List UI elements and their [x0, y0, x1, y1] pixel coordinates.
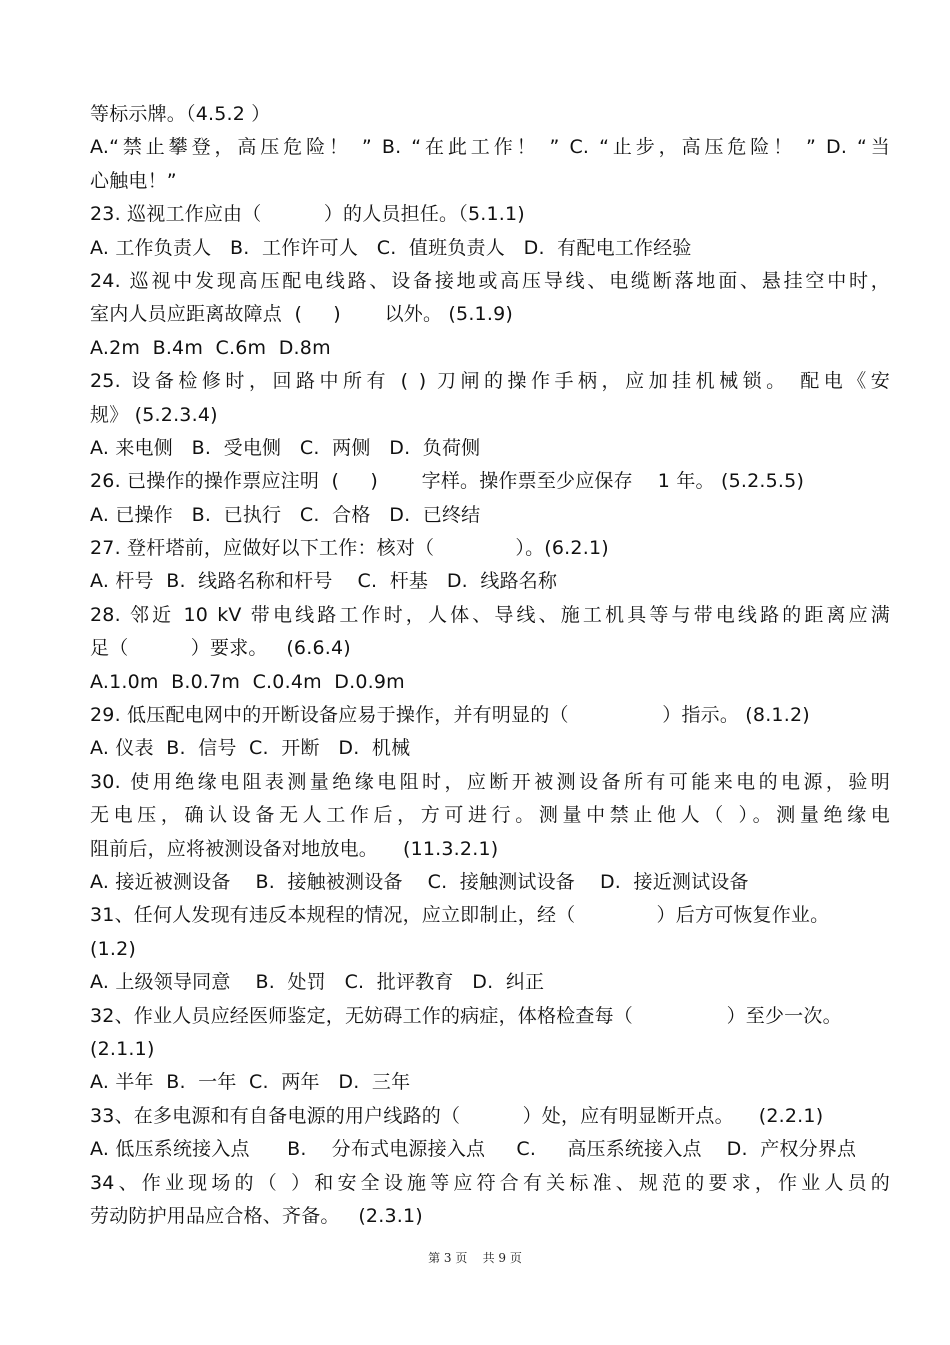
text-line: 足（ ）要求。 (6.6.4) — [90, 637, 351, 660]
text-line: 劳动防护用品应合格、齐备。 (2.3.1) — [90, 1204, 423, 1227]
text-line: A. 已操作 B. 已执行 C. 合格 D. 已终结 — [90, 503, 481, 526]
text-line: 30. 使用绝缘电阻表测量绝缘电阻时，应断开被测设备所有可能来电的电源，验明 — [90, 770, 890, 793]
text-line: 24. 巡视中发现高压配电线路、设备接地或高压导线、电缆断落地面、悬挂空中时， — [90, 269, 890, 292]
text-line: A.1.0m B.0.7m C.0.4m D.0.9m — [90, 670, 405, 693]
text-line: A. 来电侧 B. 受电侧 C. 两侧 D. 负荷侧 — [90, 436, 481, 459]
text-line: 34、作业现场的（ ）和安全设施等应符合有关标准、规范的要求，作业人员的 — [90, 1171, 890, 1194]
text-line: 26. 已操作的操作票应注明 ( ) 字样。操作票至少应保存 1 年。 (5.2.5.5) — [90, 470, 805, 493]
text-line: A. 工作负责人 B. 工作许可人 C. 值班负责人 D. 有配电工作经验 — [90, 236, 692, 259]
text-line: 室内人员应距离故障点 ( ) 以外。 (5.1.9) — [90, 303, 513, 326]
text-line: 27. 登杆塔前，应做好以下工作：核对（ ）。(6.2.1) — [90, 537, 609, 560]
text-line: (2.1.1) — [90, 1037, 155, 1060]
text-line: 无电压，确认设备无人工作后，方可进行。测量中禁止他人（ ）。测量绝缘电 — [90, 804, 890, 827]
text-line: 25. 设备检修时，回路中所有 ( ) 刀闸的操作手柄，应加挂机械锁。 配电《安 — [90, 370, 890, 393]
text-line: 规》 (5.2.3.4) — [90, 403, 218, 426]
document-body — [90, 98, 890, 1233]
text-line: A.2m B.4m C.6m D.8m — [90, 336, 331, 359]
text-line: A. 仪表 B. 信号 C. 开断 D. 机械 — [90, 737, 411, 760]
text-line: A. 接近被测设备 B. 接触被测设备 C. 接触测试设备 D. 接近测试设备 — [90, 870, 749, 893]
text-line: 32、作业人员应经医师鉴定，无妨碍工作的病症，体格检查每（ ）至少一次。 — [90, 1004, 842, 1027]
text-line: 29. 低压配电网中的开断设备应易于操作，并有明显的（ ）指示。 (8.1.2) — [90, 704, 810, 727]
text-line: 33、在多电源和有自备电源的用户线路的（ ）处，应有明显断开点。 (2.2.1) — [90, 1104, 824, 1127]
text-line: 阻前后，应将被测设备对地放电。 (11.3.2.1) — [90, 837, 499, 860]
text-line: A. 半年 B. 一年 C. 两年 D. 三年 — [90, 1071, 411, 1094]
text-line: 心触电！” — [90, 169, 177, 192]
text-line: 28. 邻近 10 kV 带电线路工作时，人体、导线、施工机具等与带电线路的距离应满 — [90, 603, 890, 626]
page-footer: 第 3 页 共 9 页 — [428, 1251, 522, 1265]
text-line: 等标示牌。（4.5.2 ） — [90, 103, 271, 125]
text-line: A. 上级领导同意 B. 处罚 C. 批评教育 D. 纠正 — [90, 971, 545, 994]
text-line: A. 低压系统接入点 B. 分布式电源接入点 C. 高压系统接入点 D. 产权分界点 — [90, 1138, 857, 1161]
text-line: 23. 巡视工作应由（ ）的人员担任。（5.1.1) — [90, 203, 525, 226]
text-line: 31、任何人发现有违反本规程的情况，应立即制止，经（ ）后方可恢复作业。 — [90, 904, 830, 927]
text-line: (1.2) — [90, 937, 137, 960]
text-line: A.“禁止攀登，高压危险！ ” B. “在此工作！ ” C. “止步，高压危险！ ” D. “当 — [90, 136, 890, 159]
text-line: A. 杆号 B. 线路名称和杆号 C. 杆基 D. 线路名称 — [90, 570, 558, 593]
